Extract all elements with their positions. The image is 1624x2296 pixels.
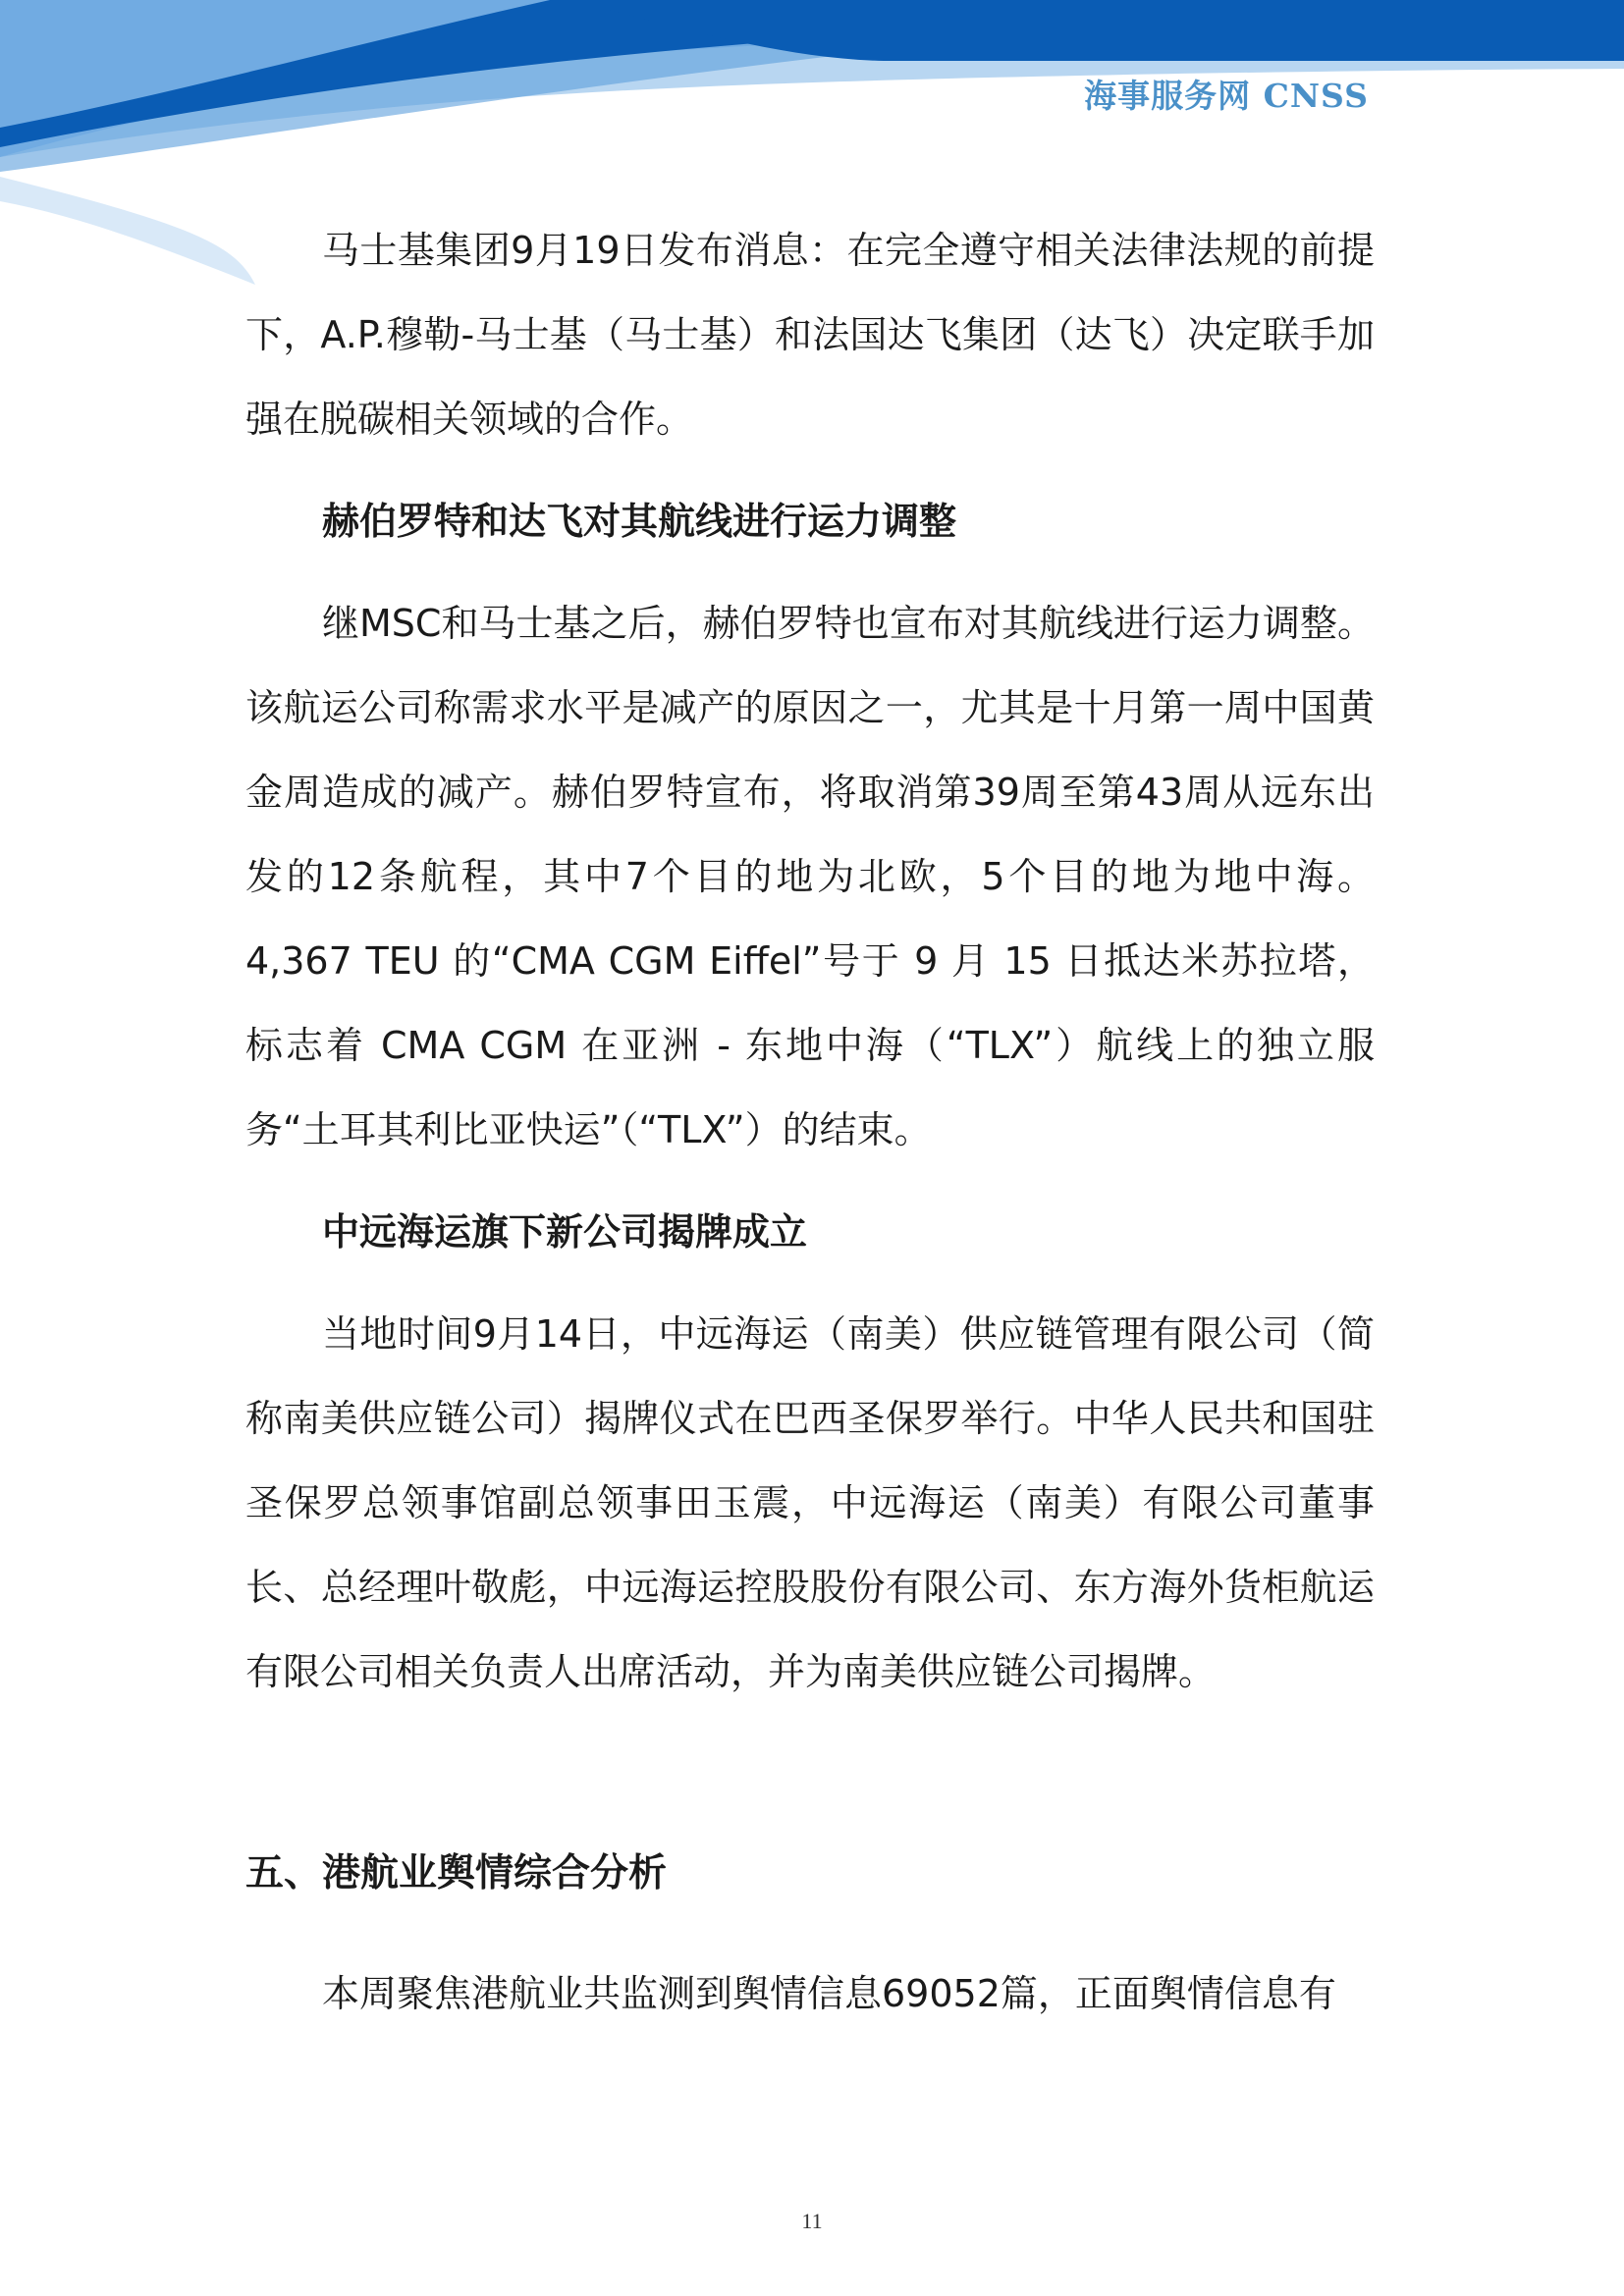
paragraph-hapag-capacity: 继MSC和马士基之后，赫伯罗特也宣布对其航线进行运力调整。该航运公司称需求水平是减产的原因之一，尤其是十月第一周中国黄金周造成的减产。赫伯罗特宣布，将取消第39周至第43周从远东出发的12条航程，其中7个目的地为北欧，5个目的地为地中海。4,367 TEU 的“CMA CGM Eiffel”号于 9 月 15 日抵达米苏拉塔，标志着 CMA CGM 在亚洲 - 东地中海（“TLX”）航线上的独立服务“土耳其利比亚快运”（“TLX”）的结束。 (245, 602, 1376, 1151)
subheading-hapag-capacity: 赫伯罗特和达飞对其航线进行运力调整 (322, 500, 957, 543)
document-body (245, 208, 1375, 2036)
page-number: 11 (801, 2209, 823, 2233)
paragraph-maersk-cma: 马士基集团9月19日发布消息：在完全遵守相关法律法规的前提下，A.P.穆勒-马士基（马士基）和法国达飞集团（达飞）决定联手加强在脱碳相关领域的合作。 (245, 229, 1375, 441)
brand-label: 海事服务网 CNSS (1084, 77, 1369, 115)
subheading-cosco-new-company: 中远海运旗下新公司揭牌成立 (322, 1210, 808, 1254)
paragraph-cosco-new-company: 当地时间9月14日，中远海运（南美）供应链管理有限公司（简称南美供应链公司）揭牌仪式在巴西圣保罗举行。中华人民共和国驻圣保罗总领事馆副总领事田玉震，中远海运（南美）有限公司董事长、总经理叶敬彪，中远海运控股股份有限公司、东方海外货柜航运有限公司相关负责人出席活动，并为南美供应链公司揭牌。 (245, 1312, 1375, 1693)
paragraph-opinion-stats: 本周聚焦港航业共监测到舆情信息69052篇，正面舆情信息有 (322, 1972, 1336, 2015)
section-title-opinion-analysis: 五、港航业舆情综合分析 (245, 1851, 668, 1896)
